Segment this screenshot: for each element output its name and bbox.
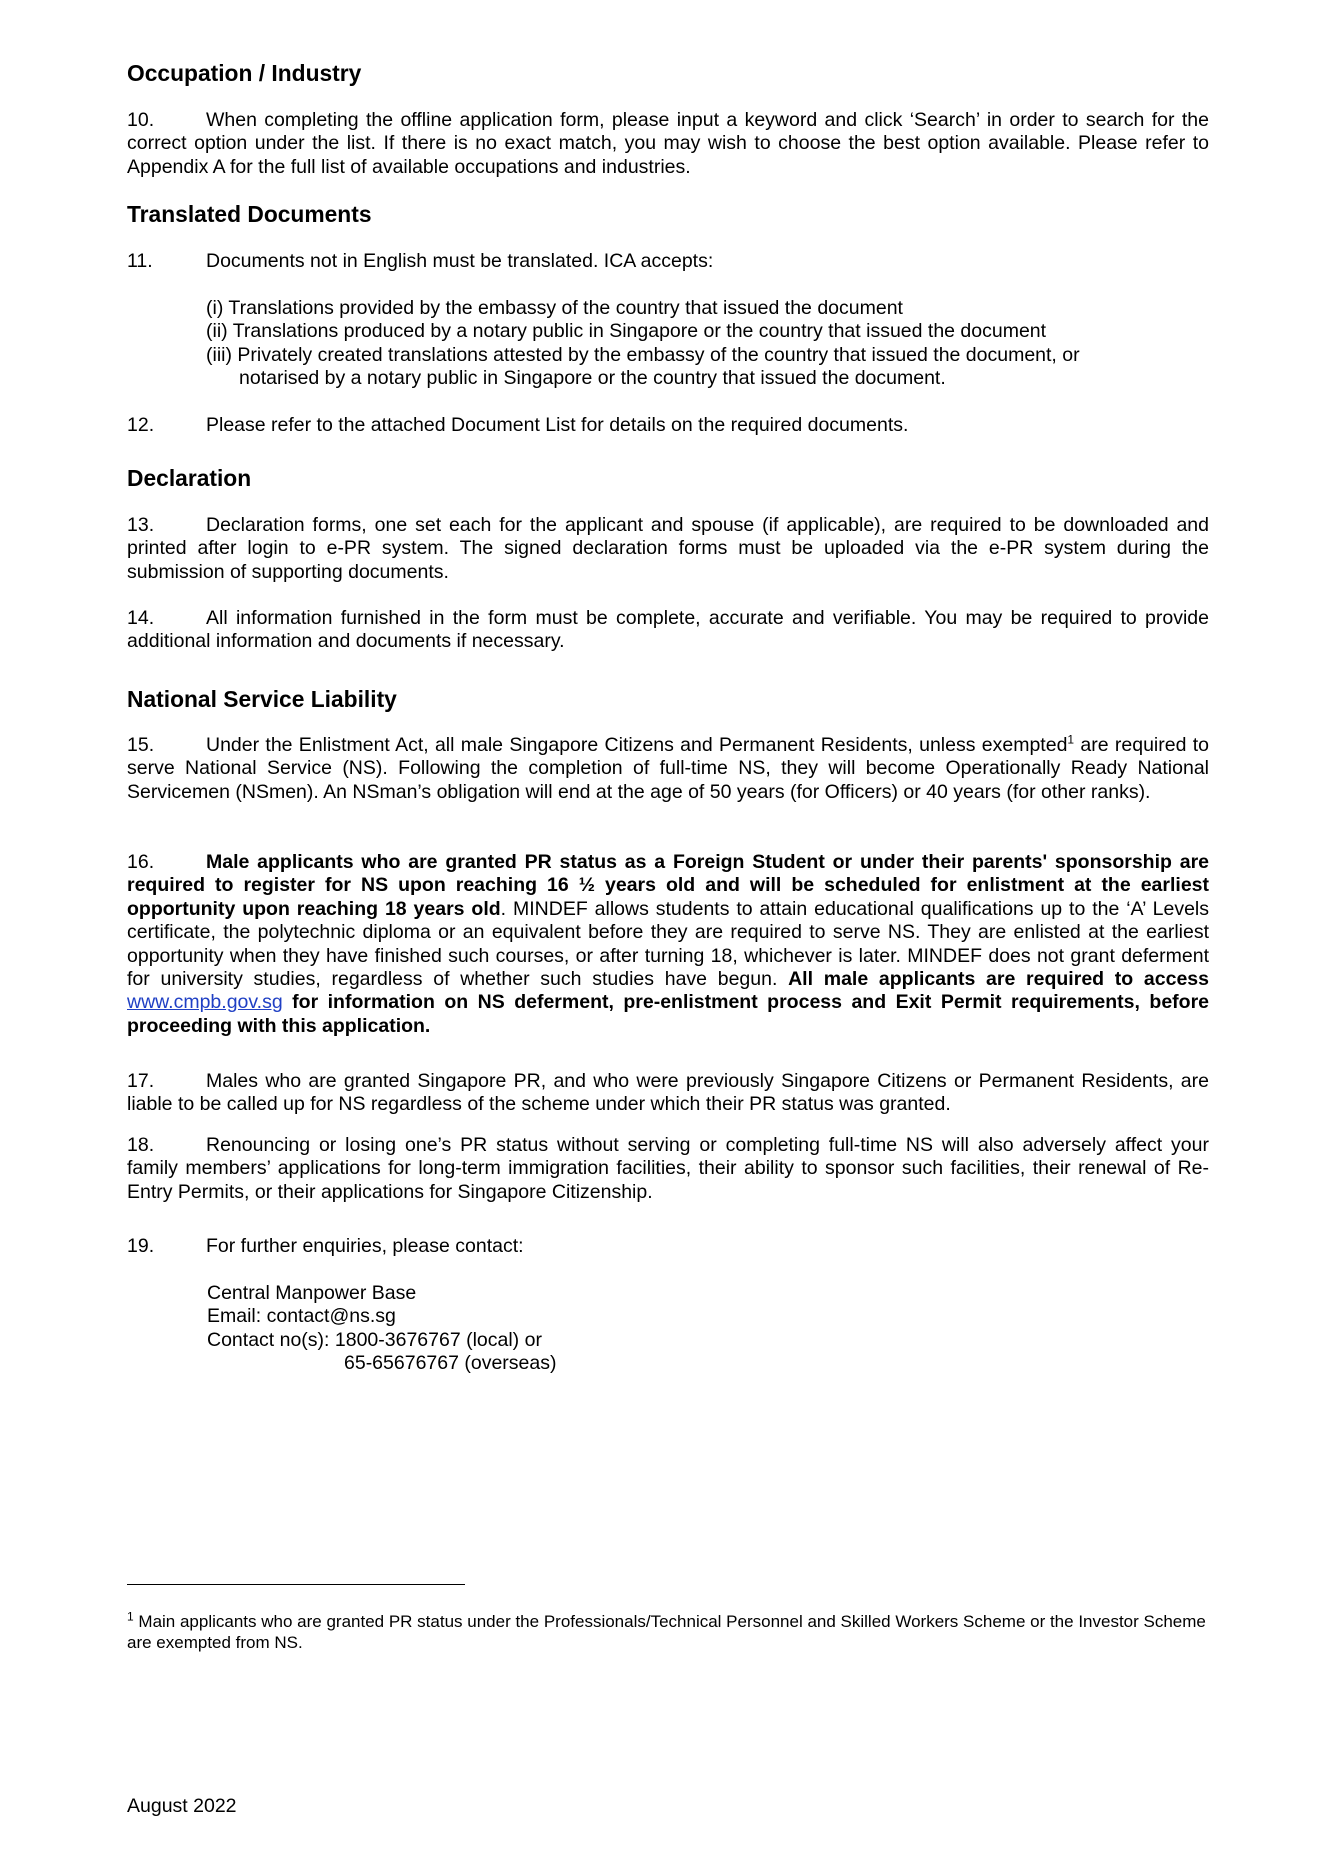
paragraph-15 — [127, 734, 1209, 804]
accepted-translations-list — [206, 297, 1206, 391]
paragraph-text: Renouncing or losing one’s PR status without serving or completing full-time NS will also adversely affect your family members’ applications for long-term immigration facilities, their ability to sponsor such facilities, their renewal of Re-Entry Permits, or their applications for Singapore Citizenship. — [127, 1134, 1209, 1203]
paragraph-number: 19. — [127, 1235, 155, 1257]
list-item-continuation: notarised by a notary public in Singapore or the country that issued the document. — [239, 367, 946, 390]
paragraph-number: 17. — [127, 1070, 155, 1092]
paragraph-text: Males who are granted Singapore PR, and who were previously Singapore Citizens or Permanent Residents, are liable to be called up for NS regardless of the scheme under which their PR status was granted. — [127, 1070, 1209, 1116]
paragraph-18 — [127, 1134, 1209, 1204]
contact-email: Email: contact@ns.sg — [207, 1305, 396, 1328]
paragraph-number: 18. — [127, 1134, 155, 1156]
paragraph-number: 10. — [127, 109, 155, 131]
paragraph-13 — [127, 514, 1209, 584]
heading-declaration: Declaration — [127, 465, 252, 491]
paragraph-number: 16. — [127, 851, 155, 873]
footnote — [127, 1611, 1209, 1653]
heading-occupation-industry: Occupation / Industry — [127, 60, 362, 86]
paragraph-text: . MINDEF allows students to attain educational qualifications up to the ‘A’ Levels certificate, the polytechnic diploma or an equivalent before they are required to serve NS. They are enlisted at the earliest opportunity when they have finished such courses, or after turning 18, whichever is later. MINDEF does not grant deferment for university studies, regardless of whether such studies have begun. — [127, 897, 1210, 991]
bold-text: Male applicants who are granted PR status as a Foreign Student or under their parents' sponsorship are required to register for NS upon reaching 16 ½ years old and will be scheduled for enlistment at the earliest opportunity upon reaching 18 years old — [127, 851, 1209, 920]
contact-organization: Central Manpower Base — [207, 1282, 417, 1304]
footer-date: August 2022 — [127, 1795, 237, 1817]
paragraph-text-continued: are required to serve National Service (NS). Following the completion of full-time NS, they will become Operationally Ready National Servicemen (NSmen). An NSman’s obligation will end at the age of 50 years (for Officers) or 40 years (for other ranks). — [127, 734, 1209, 803]
paragraph-16 — [127, 851, 1209, 1038]
paragraph-number: 14. — [127, 607, 155, 629]
paragraph-12 — [127, 414, 1209, 437]
list-item: (i) Translations provided by the embassy of the country that issued the document — [206, 297, 903, 319]
paragraph-number: 12. — [127, 414, 155, 436]
paragraph-text: Declaration forms, one set each for the applicant and spouse (if applicable), are required to be downloaded and printed after login to e-PR system. The signed declaration forms must be uploaded via the e-PR system during the submission of supporting documents. — [127, 514, 1209, 583]
paragraph-number: 15. — [127, 734, 155, 756]
paragraph-text: Please refer to the attached Document List for details on the required documents. — [206, 414, 909, 436]
footnote-reference: 1 — [1067, 732, 1075, 747]
paragraph-text: For further enquiries, please contact: — [206, 1235, 524, 1257]
paragraph-text: When completing the offline application form, please input a keyword and click ‘Search’ in order to search for the correct option under the list. If there is no exact match, you may wish to choose the best option available. Please refer to Appendix A for the full list of available occupations and industries. — [127, 109, 1209, 178]
paragraph-17 — [127, 1070, 1209, 1117]
bold-text: for information on NS deferment, pre-enlistment process and Exit Permit requirements, before proceeding with this application. — [127, 991, 1209, 1037]
contact-number-overseas: 65-65676767 (overseas) — [344, 1352, 557, 1375]
bold-text: All male applicants are required to access — [788, 968, 1209, 991]
footnote-text: Main applicants who are granted PR status under the Professionals/Technical Personnel and Skilled Workers Scheme or the Investor Scheme are exempted from NS. — [127, 1612, 1206, 1652]
list-item: (ii) Translations produced by a notary public in Singapore or the country that issued the document — [206, 320, 1047, 343]
list-item: (iii) Privately created translations attested by the embassy of the country that issued the document, or — [206, 343, 1080, 366]
cmpb-link[interactable]: www.cmpb.gov.sg — [127, 991, 283, 1014]
heading-translated-documents: Translated Documents — [127, 201, 372, 227]
contact-number-local: Contact no(s): 1800-3676767 (local) or — [207, 1328, 542, 1351]
paragraph-text: Under the Enlistment Act, all male Singapore Citizens and Permanent Residents, unless exempted — [206, 734, 1068, 756]
paragraph-19 — [127, 1235, 1209, 1258]
paragraph-number: 13. — [127, 514, 155, 536]
paragraph-text: All information furnished in the form must be complete, accurate and verifiable. You may be required to provide additional information and documents if necessary. — [127, 607, 1209, 653]
contact-block — [207, 1282, 556, 1376]
paragraph-number: 11. — [127, 250, 153, 272]
paragraph-11 — [127, 250, 1209, 273]
paragraph-14 — [127, 607, 1209, 654]
paragraph-10 — [127, 109, 1209, 179]
paragraph-text: Documents not in English must be translated. ICA accepts: — [206, 250, 714, 272]
footnote-marker: 1 — [127, 1609, 134, 1624]
footnote-divider — [127, 1584, 465, 1585]
heading-national-service-liability: National Service Liability — [127, 686, 397, 712]
